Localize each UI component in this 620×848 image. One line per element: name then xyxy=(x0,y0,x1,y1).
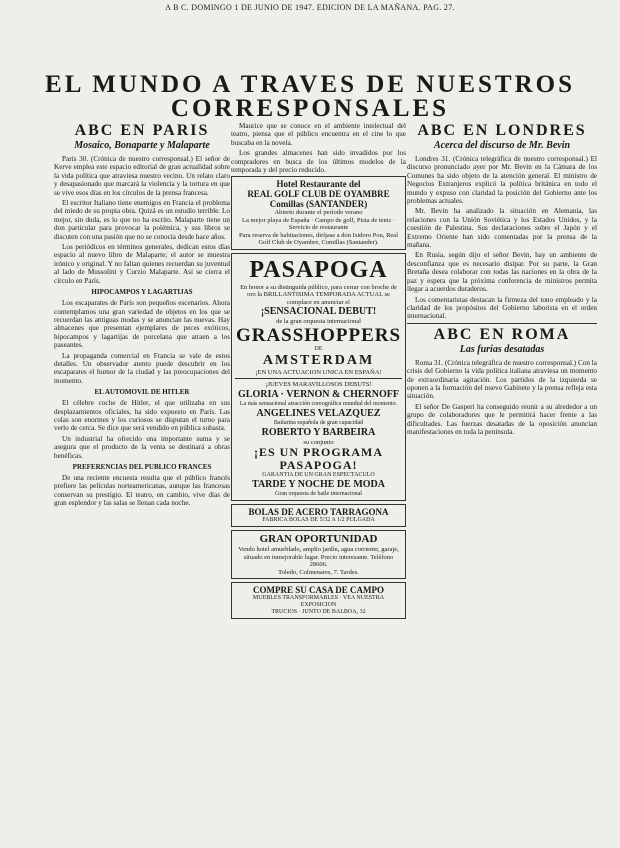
paragraph: Maurice que se conoce en el ambiente intelectual del teatro, piensa que el público encuentra en el cine lo que buscaba en la novela. xyxy=(231,122,406,147)
paragraph: La propaganda comercial en Francia se vale de estos detalles. Un observador atento puede descubrir en los escaparates el humor de la ciudad y las preocupaciones del momento. xyxy=(54,351,230,385)
ad-hotel-line3: Comillas (SANTANDER) xyxy=(269,199,368,210)
londres-section-subtitle: Acerca del discurso de Mr. Bevin xyxy=(433,140,571,151)
ad-pasapoga-duo: GLORIA · VERNON & CHERNOFF xyxy=(238,388,399,400)
paragraph: Los comentaristas destacan la firmeza del tono empleado y la claridad de los propósitos del Gobierno laborista en el orden internacional. xyxy=(407,295,597,321)
ad-pasapoga-roberto2: su conjunto xyxy=(303,438,334,446)
ad-gran-oportunidad xyxy=(231,530,406,579)
divider xyxy=(407,323,597,324)
subheading-automovil: EL AUTOMOVIL DE HITLER xyxy=(94,388,190,397)
ad-pasapoga-title: PASAPOGA xyxy=(249,256,388,283)
ad-oportunidad-contact: Toledo, Colmenares, 7. Tardes. xyxy=(278,568,359,576)
ad-pasapoga-de: DE xyxy=(314,345,323,352)
paragraph: Los periódicos en términos generales, dedican estos días espacio al nuevo libro de Malaparte; el autor se muestra irónico y original. Y no faltan quienes recuerdan su juventud al lado de Mussolini y Curzio Malaparte. Así se cierra el círculo en París. xyxy=(54,243,230,285)
londres-section-title: ABC EN LONDRES xyxy=(417,122,587,139)
page-folio: A B C. DOMINGO 1 DE JUNIO DE 1947. EDICION DE LA MAÑANA. PAG. 27. xyxy=(165,3,455,12)
main-headline-line2: CORRESPONSALES xyxy=(170,95,450,122)
ad-pasapoga-angelines-note: Bailarina española de gran capacidad xyxy=(273,419,364,426)
paragraph: Los escaparates de París son pequeños escenarios. Ahora contemplamos una gran variedad de objetos en los que se recuerdan las antiguas modas y se anuncian las nuevas. Hay almacenes que presentan ejemplares de peces exóticos, hipocampos y lagartijas de porcelana que atraen a los paseantes. xyxy=(54,299,230,350)
ad-bolas-line1: BOLAS DE ACERO TARRAGONA xyxy=(248,507,389,518)
ad-bolas-acero xyxy=(231,504,406,527)
paragraph: El célebre coche de Hitler, el que utilizaba en sus desplazamientos oficiales, ha sido expuesto en París. Las colas son enormes y los curiosos se disputan el turno para verlo de cerca. Se dice que será vendido en pública subasta. xyxy=(54,399,230,433)
paris-section-subtitle: Mosaico, Bonaparte y Malaparte xyxy=(74,140,210,151)
paragraph: Mr. Bevin ha analizado la situación en Alemania, las relaciones con la Unión Soviética y los Estados Unidos, y la cuestión de Palestina. Sus declaraciones sobre el Japón y el Extremo Oriente han sido comentadas por la prensa de la mañana. xyxy=(407,207,597,250)
column-center xyxy=(231,122,406,838)
ad-oportunidad-text: Vendo hotel amueblado, amplio jardín, agua corriente, garaje, situado en inmejorable lugar. Precio interesante. Teléfono 28606. xyxy=(238,546,399,569)
ad-hotel-line1: Hotel Restaurante del xyxy=(276,179,361,190)
roma-section-subtitle: Las furias desatadas xyxy=(459,343,545,355)
paris-section-title: ABC EN PARIS xyxy=(74,122,210,139)
paragraph: El escritor Italiano tiene enemigos en Francia el problema del miedo de su propia obra. Quizá es un estudio terrible. Lo mejor, sin duda, es lo que no ha escrito. Malaparte tiene un don particular para provocar la polémica, y sus libros se discuten con una pasión que no se conocía desde hace años. xyxy=(54,199,230,241)
paragraph: Los grandes almacenes han sido invadidos por los compradores en busca de los últimos modelos de la temporada y del precio reducido. xyxy=(231,149,406,175)
ad-pasapoga-guarantee: GARANTIA DE UN GRAN ESPECTACULO xyxy=(262,472,375,479)
ad-pasapoga-prog1: ¡ES UN PROGRAMA xyxy=(254,445,383,460)
ad-casa-campo xyxy=(231,582,406,619)
divider xyxy=(235,378,402,379)
paragraph: Un industrial ha ofrecido una importante suma y se asegura que el producto de la venta se destinará a obras benéficas. xyxy=(54,434,230,460)
ad-pasapoga xyxy=(231,253,406,502)
ad-pasapoga-duo-note: La más sensacional atracción coreográfica mundial del momento. xyxy=(239,400,398,407)
ad-pasapoga-note: ¡EN UNA ACTUACION UNICA EN ESPAÑA! xyxy=(255,368,382,376)
subheading-hipocampos: HIPOCAMPOS Y LAGARTIJAS xyxy=(91,288,193,297)
paragraph: En Rusia, según dijo el señor Bevin, hay un ambiente de desconfianza que es necesario disipar. Por su parte, la Gran Bretaña desea colaborar con todas las naciones en la obra de la paz y espera que la próxima conferencia de ministros permita llegar a acuerdos duraderos. xyxy=(407,251,597,294)
paragraph: Londres 31. (Crónica telegráfica de nuestro corresponsal.) El discurso pronunciado ayer por Mr. Bevin en la Cámara de los Comunes ha sido objeto de la atención general. El ministro de Negocios Extranjeros explicó la política británica en todo el mundo y expuso con claridad la posición del Gobierno ante los problemas actuales. xyxy=(407,155,597,206)
ad-pasapoga-debut: ¡SENSACIONAL DEBUT! xyxy=(260,306,377,318)
paragraph: De una reciente encuesta resulta que el público francés prefiere las películas norteamericanas, aunque las francesas conservan su prestigio. El teatro, en cambio, vive días de gran esplendor y las salas se llenan cada noche. xyxy=(54,474,230,508)
ad-hotel-line6: Para reserva de habitaciones, diríjase a don Isidoro Pou, Real Golf Club de Oyambre, Comillas (Santander). xyxy=(238,231,399,247)
paragraph: El señor De Gasperi ha conseguido reunir a su alrededor a un grupo de colaboradores que le permitirá hacer frente a las dificultades. Las fuerzas desatadas de la oposición anuncian manifestaciones en toda la península. xyxy=(407,402,597,436)
ad-pasapoga-tarde-note: Gran orquesta de baile internacional xyxy=(275,491,362,498)
ad-casa-line3: TRUCIOS · JUNTO DE BALBOA, 32 xyxy=(271,609,366,616)
column-paris xyxy=(54,122,230,838)
ad-pasapoga-intro: En honor a su distinguida público, para cerrar con broche de oro la BRILLANTISIMA TEMPORADA ACTUAL se complace en anunciar el xyxy=(240,283,397,306)
ad-pasapoga-roberto: ROBERTO Y BARBEIRA xyxy=(261,426,376,438)
paragraph: París 30. (Crónica de nuestro corresponsal.) El señor de Kerve emplea este espacio editorial de gran actualidad sobre la vida política que atraviesa nuestro vecino. Un relato claro y desapasionado que marcará la violencia y la tortura en que se vive esos días en los círculos de la prensa francesa. xyxy=(54,155,230,197)
main-headline-line1: EL MUNDO A TRAVES DE NUESTROS xyxy=(45,71,575,98)
ad-pasapoga-debut2: de la gran orquesta internacional xyxy=(276,318,361,326)
ad-pasapoga-prog2: PASAPOGA! xyxy=(279,458,358,473)
ad-hotel-line2: REAL GOLF CLUB DE OYAMBRE xyxy=(247,189,390,200)
ad-oportunidad-title: GRAN OPORTUNIDAD xyxy=(259,533,378,546)
subheading-preferencias: PREFERENCIAS DEL PUBLICO FRANCES xyxy=(72,463,212,471)
ad-hotel-line5: La mejor playa de España · Campo de golf, Pista de tenis · Servicio de restaurante xyxy=(242,216,395,232)
ad-pasapoga-tarde: TARDE Y NOCHE DE MODA xyxy=(252,479,385,491)
ad-pasapoga-city: AMSTERDAM xyxy=(262,352,375,368)
ad-casa-line2: MUEBLES TRANSFORMABLES · VEA NUESTRA EXPOSICION xyxy=(252,595,385,609)
paragraph: Roma 31. (Crónica telegráfica de nuestro corresponsal.) Con la crisis del Gobierno la vida política italiana atraviesa un momento de extraordinaria agitación. Los partidos de la izquierda se oponen a la formación del nuevo Gabinete y la prensa refleja esta situación. xyxy=(407,358,597,401)
ad-pasapoga-maravillosos: ¡JUEVES MARAVILLOSOS DEBUTS! xyxy=(265,381,372,389)
column-londres-roma xyxy=(407,122,597,838)
roma-section-title: ABC EN ROMA xyxy=(433,325,571,343)
ad-casa-line1: COMPRE SU CASA DE CAMPO xyxy=(252,585,384,596)
ad-pasapoga-orchestra: GRASSHOPPERS xyxy=(235,324,402,346)
ad-pasapoga-angelines: ANGELINES VELAZQUEZ xyxy=(256,407,381,419)
ad-hotel-oyambre xyxy=(231,176,406,250)
ad-hotel-line4: Abierto durante el período verano xyxy=(274,209,363,217)
ad-bolas-line2: FABRICA BOLAS DE 5/32 A 1/2 PULGADA xyxy=(262,517,375,524)
